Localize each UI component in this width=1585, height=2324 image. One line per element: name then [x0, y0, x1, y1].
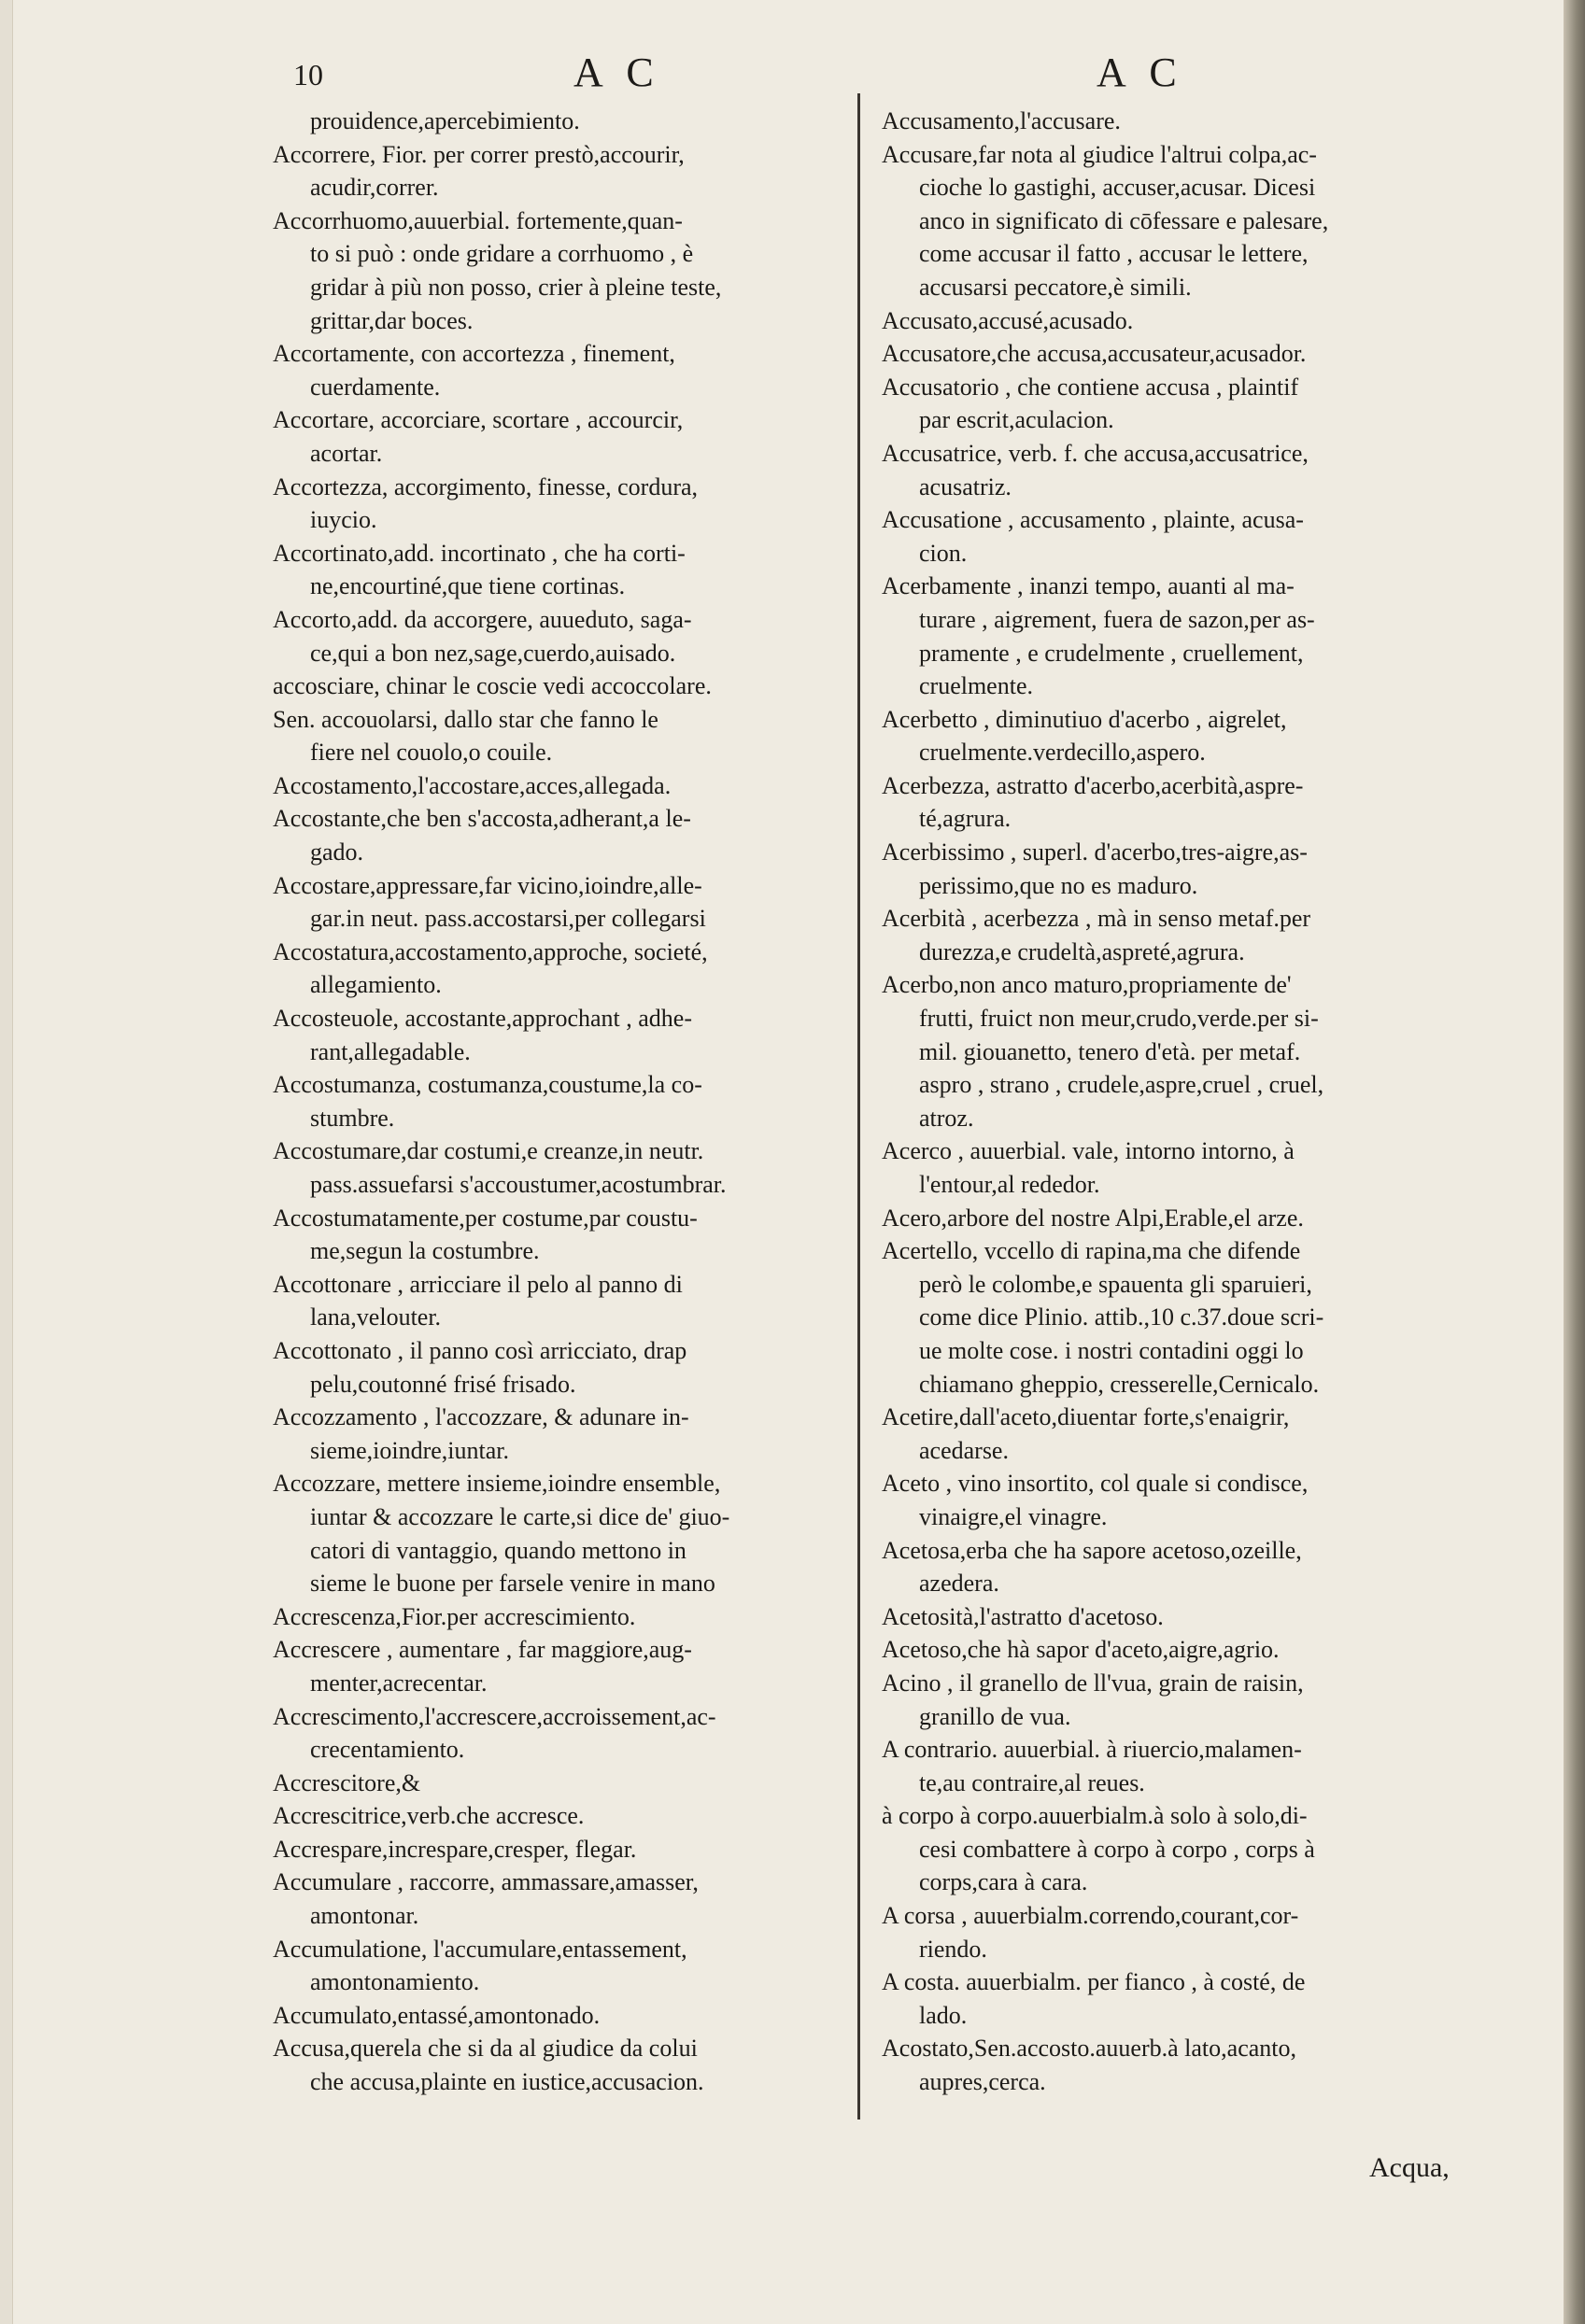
- text-line: pass.assuefarsi s'accoustumer,acostumbrar.: [310, 1171, 727, 1198]
- text-line: Accusatrice, verb. f. che accusa,accusatrice,: [882, 439, 1309, 467]
- text-line: Acero,arbore del nostre Alpi,Erable,el arze.: [882, 1204, 1304, 1232]
- text-line: cuerdamente.: [310, 373, 441, 401]
- text-line: prouidence,apercebimiento.: [310, 107, 580, 134]
- text-line: allegamiento.: [310, 971, 442, 999]
- text-line: mil. giouanetto, tenero d'età. per metaf.: [919, 1037, 1301, 1065]
- text-line: gridar à più non posso, crier à pleine teste,: [310, 273, 722, 301]
- text-line: ue molte cose. i nostri contadini oggi lo: [919, 1336, 1304, 1364]
- text-line: Accortezza, accorgimento, finesse, cordura,: [273, 472, 699, 500]
- text-line: Accorrhuomo,auuerbial. fortemente,quan-: [273, 206, 683, 234]
- text-line: turare , aigrement, fuera de sazon,per as-: [919, 605, 1315, 633]
- text-line: Accusare,far nota al giudice l'altrui colpa,ac-: [882, 140, 1317, 168]
- text-line: riendo.: [919, 1935, 987, 1963]
- text-line: crecentamiento.: [310, 1736, 465, 1764]
- text-line: Accostare,appressare,far vicino,ioindre,alle-: [273, 871, 702, 899]
- text-line: gado.: [310, 838, 364, 866]
- text-line: Accozzare, mettere insieme,ioindre ensemble,: [273, 1470, 721, 1498]
- text-line: Acetire,dall'aceto,diuentar forte,s'enaigrir,: [882, 1403, 1290, 1431]
- text-line: Accostatura,accostamento,approche, societé,: [273, 937, 708, 965]
- text-line: té,agrura.: [919, 805, 1012, 833]
- text-line: ce,qui a bon nez,sage,cuerdo,auisado.: [310, 639, 676, 667]
- text-line: Acerbo,non anco maturo,propriamente de': [882, 971, 1292, 999]
- text-line: Accrescitrice,verb.che accresce.: [273, 1802, 585, 1830]
- text-line: me,segun la costumbre.: [310, 1237, 540, 1265]
- text-line: Accostante,che ben s'accosta,adherant,a le-: [273, 805, 691, 833]
- text-line: l'entour,al rededor.: [919, 1171, 1100, 1198]
- text-line: Acerbamente , inanzi tempo, auanti al ma-: [882, 572, 1295, 600]
- catchword: Acqua,: [1369, 2152, 1450, 2183]
- text-line: Acertello, vccello di rapina,ma che difende: [882, 1237, 1301, 1265]
- left-running-head: A C: [573, 49, 661, 95]
- text-line: Accumulato,entassé,amontonado.: [273, 2001, 601, 2029]
- text-line: Accrescenza,Fior.per accrescimiento.: [273, 1602, 636, 1630]
- book-page: [13, 0, 1564, 2324]
- text-line: Accrespare,increspare,cresper, flegar.: [273, 1835, 637, 1863]
- text-line: perissimo,que no es maduro.: [919, 871, 1198, 899]
- text-line: Acostato,Sen.accosto.auuerb.à lato,acanto,: [882, 2035, 1296, 2063]
- text-line: Acerbità , acerbezza , mà in senso metaf.per: [882, 905, 1311, 933]
- text-line: granillo de vua.: [919, 1702, 1071, 1730]
- text-line: gar.in neut. pass.accostarsi,per collegarsi: [310, 905, 706, 933]
- text-line: Accostumare,dar costumi,e creanze,in neutr.: [273, 1137, 704, 1165]
- text-line: accusarsi peccatore,è simili.: [919, 273, 1192, 301]
- text-line: Aceto , vino insortito, col quale si condisce,: [882, 1470, 1309, 1498]
- text-line: accosciare, chinar le coscie vedi accoccolare.: [273, 672, 712, 700]
- text-line: Accottonato , il panno così arricciato, drap: [273, 1336, 687, 1364]
- text-line: sieme le buone per farsele venire in mano: [310, 1570, 715, 1598]
- text-line: à corpo à corpo.auuerbialm.à solo à solo,di-: [882, 1802, 1308, 1830]
- text-line: Acetosità,l'astratto d'acetoso.: [882, 1602, 1164, 1630]
- text-line: che accusa,plainte en iustice,accusacion.: [310, 2068, 704, 2096]
- text-line: acusatriz.: [919, 472, 1012, 500]
- text-line: Sen. accouolarsi, dallo star che fanno le: [273, 705, 658, 733]
- text-line: corps,cara à cara.: [919, 1868, 1088, 1896]
- text-line: Acerbetto , diminutiuo d'acerbo , aigrelet,: [882, 705, 1287, 733]
- text-line: pramente , e crudelmente , cruellement,: [919, 639, 1304, 667]
- text-line: cesi combattere à corpo à corpo , corps à: [919, 1835, 1315, 1863]
- text-line: ne,encourtiné,que tiene cortinas.: [310, 572, 626, 600]
- text-line: azedera.: [919, 1570, 999, 1598]
- text-line: cruelmente.: [919, 672, 1033, 700]
- text-line: acortar.: [310, 439, 383, 467]
- text-line: Accusato,accusé,acusado.: [882, 306, 1134, 334]
- text-line: Accumulare , raccorre, ammassare,amasser,: [273, 1868, 699, 1896]
- column-divider: [857, 93, 860, 2120]
- text-line: Acetoso,che hà sapor d'aceto,aigre,agrio.: [882, 1636, 1280, 1664]
- text-line: Accusatorio , che contiene accusa , plaintif: [882, 373, 1299, 401]
- text-line: come accusar il fatto , accusar le lettere,: [919, 240, 1309, 268]
- text-line: Accusatore,che accusa,accusateur,acusador.: [882, 340, 1307, 368]
- text-line: però le colombe,e spauenta gli sparuieri,: [919, 1270, 1312, 1298]
- text-line: Accozzamento , l'accozzare, & adunare in-: [273, 1403, 689, 1431]
- text-line: Accrescimento,l'accrescere,accroissement,ac-: [273, 1702, 716, 1730]
- text-line: iuntar & accozzare le carte,si dice de' giuo-: [310, 1502, 730, 1530]
- text-line: Accostumatamente,per costume,par coustu-: [273, 1204, 698, 1232]
- text-line: menter,acrecentar.: [310, 1669, 488, 1697]
- text-line: Accostamento,l'accostare,acces,allegada.: [273, 771, 672, 799]
- text-line: grittar,dar boces.: [310, 306, 474, 334]
- text-line: te,au contraire,al reues.: [919, 1768, 1145, 1796]
- text-line: to si può : onde gridare a corrhuomo , è: [310, 240, 694, 268]
- text-line: Acerbissimo , superl. d'acerbo,tres-aigre,as-: [882, 838, 1308, 866]
- text-line: durezza,e crudeltà,aspreté,agrura.: [919, 937, 1245, 965]
- text-line: atroz.: [919, 1104, 974, 1132]
- text-line: Accrescitore,&: [273, 1768, 421, 1796]
- text-line: aspro , strano , crudele,aspre,cruel , cruel,: [919, 1071, 1324, 1099]
- text-line: Accortare, accorciare, scortare , accourcir,: [273, 406, 684, 434]
- text-line: amontonar.: [310, 1902, 419, 1930]
- text-line: Accrescere , aumentare , far maggiore,aug-: [273, 1636, 692, 1664]
- text-line: Accottonare , arricciare il pelo al panno di: [273, 1270, 683, 1298]
- text-line: Accortinato,add. incortinato , che ha corti-: [273, 539, 686, 567]
- text-line: Accumulatione, l'accumulare,entassement,: [273, 1935, 687, 1963]
- page-number: 10: [293, 58, 323, 92]
- right-running-head: A C: [1097, 49, 1184, 95]
- text-line: come dice Plinio. attib.,10 c.37.doue scri-: [919, 1303, 1324, 1331]
- left-column: [273, 105, 833, 2099]
- text-line: Accusatione , accusamento , plainte, acusa-: [882, 506, 1304, 534]
- text-line: iuycio.: [310, 506, 377, 534]
- text-line: fiere nel couolo,o couile.: [310, 739, 553, 767]
- text-line: amontonamiento.: [310, 1968, 480, 1996]
- text-line: A contrario. auuerbial. à riuercio,malamen-: [882, 1736, 1302, 1764]
- text-line: Accusa,querela che si da al giudice da colui: [273, 2035, 698, 2063]
- right-column: [882, 105, 1479, 2099]
- text-line: acedarse.: [919, 1436, 1009, 1464]
- text-line: A corsa , auuerbialm.correndo,courant,cor-: [882, 1902, 1299, 1930]
- text-line: Acino , il granello de ll'vua, grain de raisin,: [882, 1669, 1304, 1697]
- text-line: Accorto,add. da accorgere, auueduto, saga-: [273, 605, 692, 633]
- text-line: Accosteuole, accostante,approchant , adhe-: [273, 1005, 693, 1033]
- text-line: acudir,correr.: [310, 174, 439, 202]
- text-line: pelu,coutonné frisé frisado.: [310, 1370, 576, 1398]
- text-line: Acerbezza, astratto d'acerbo,acerbità,aspre-: [882, 771, 1304, 799]
- text-line: Accusamento,l'accusare.: [882, 107, 1121, 134]
- text-line: vinaigre,el vinagre.: [919, 1502, 1108, 1530]
- text-line: cruelmente.verdecillo,aspero.: [919, 739, 1206, 767]
- text-line: Acetosa,erba che ha sapore acetoso,ozeille,: [882, 1536, 1302, 1564]
- text-line: frutti, fruict non meur,crudo,verde.per si-: [919, 1005, 1319, 1033]
- text-line: sieme,ioindre,iuntar.: [310, 1436, 510, 1464]
- text-line: catori di vantaggio, quando mettono in: [310, 1536, 686, 1564]
- text-line: lana,velouter.: [310, 1303, 442, 1331]
- text-line: anco in significato di cōfessare e palesare,: [919, 206, 1329, 234]
- text-line: stumbre.: [310, 1104, 395, 1132]
- text-line: lado.: [919, 2001, 968, 2029]
- text-line: A costa. auuerbialm. per fianco , à costé, de: [882, 1968, 1306, 1996]
- text-line: Accortamente, con accortezza , finement,: [273, 340, 675, 368]
- text-line: par escrit,aculacion.: [919, 406, 1114, 434]
- text-line: cion.: [919, 539, 968, 567]
- text-line: rant,allegadable.: [310, 1037, 471, 1065]
- text-line: cioche lo gastighi, accuser,acusar. Dicesi: [919, 174, 1316, 202]
- text-line: Accostumanza, costumanza,coustume,la co-: [273, 1071, 702, 1099]
- page-edge-shadow: [1564, 0, 1585, 2324]
- text-line: Acerco , auuerbial. vale, intorno intorno, à: [882, 1137, 1295, 1165]
- text-line: chiamano gheppio, cresserelle,Cernicalo.: [919, 1370, 1320, 1398]
- text-line: Accorrere, Fior. per correr prestò,accourir,: [273, 140, 685, 168]
- text-line: aupres,cerca.: [919, 2068, 1046, 2096]
